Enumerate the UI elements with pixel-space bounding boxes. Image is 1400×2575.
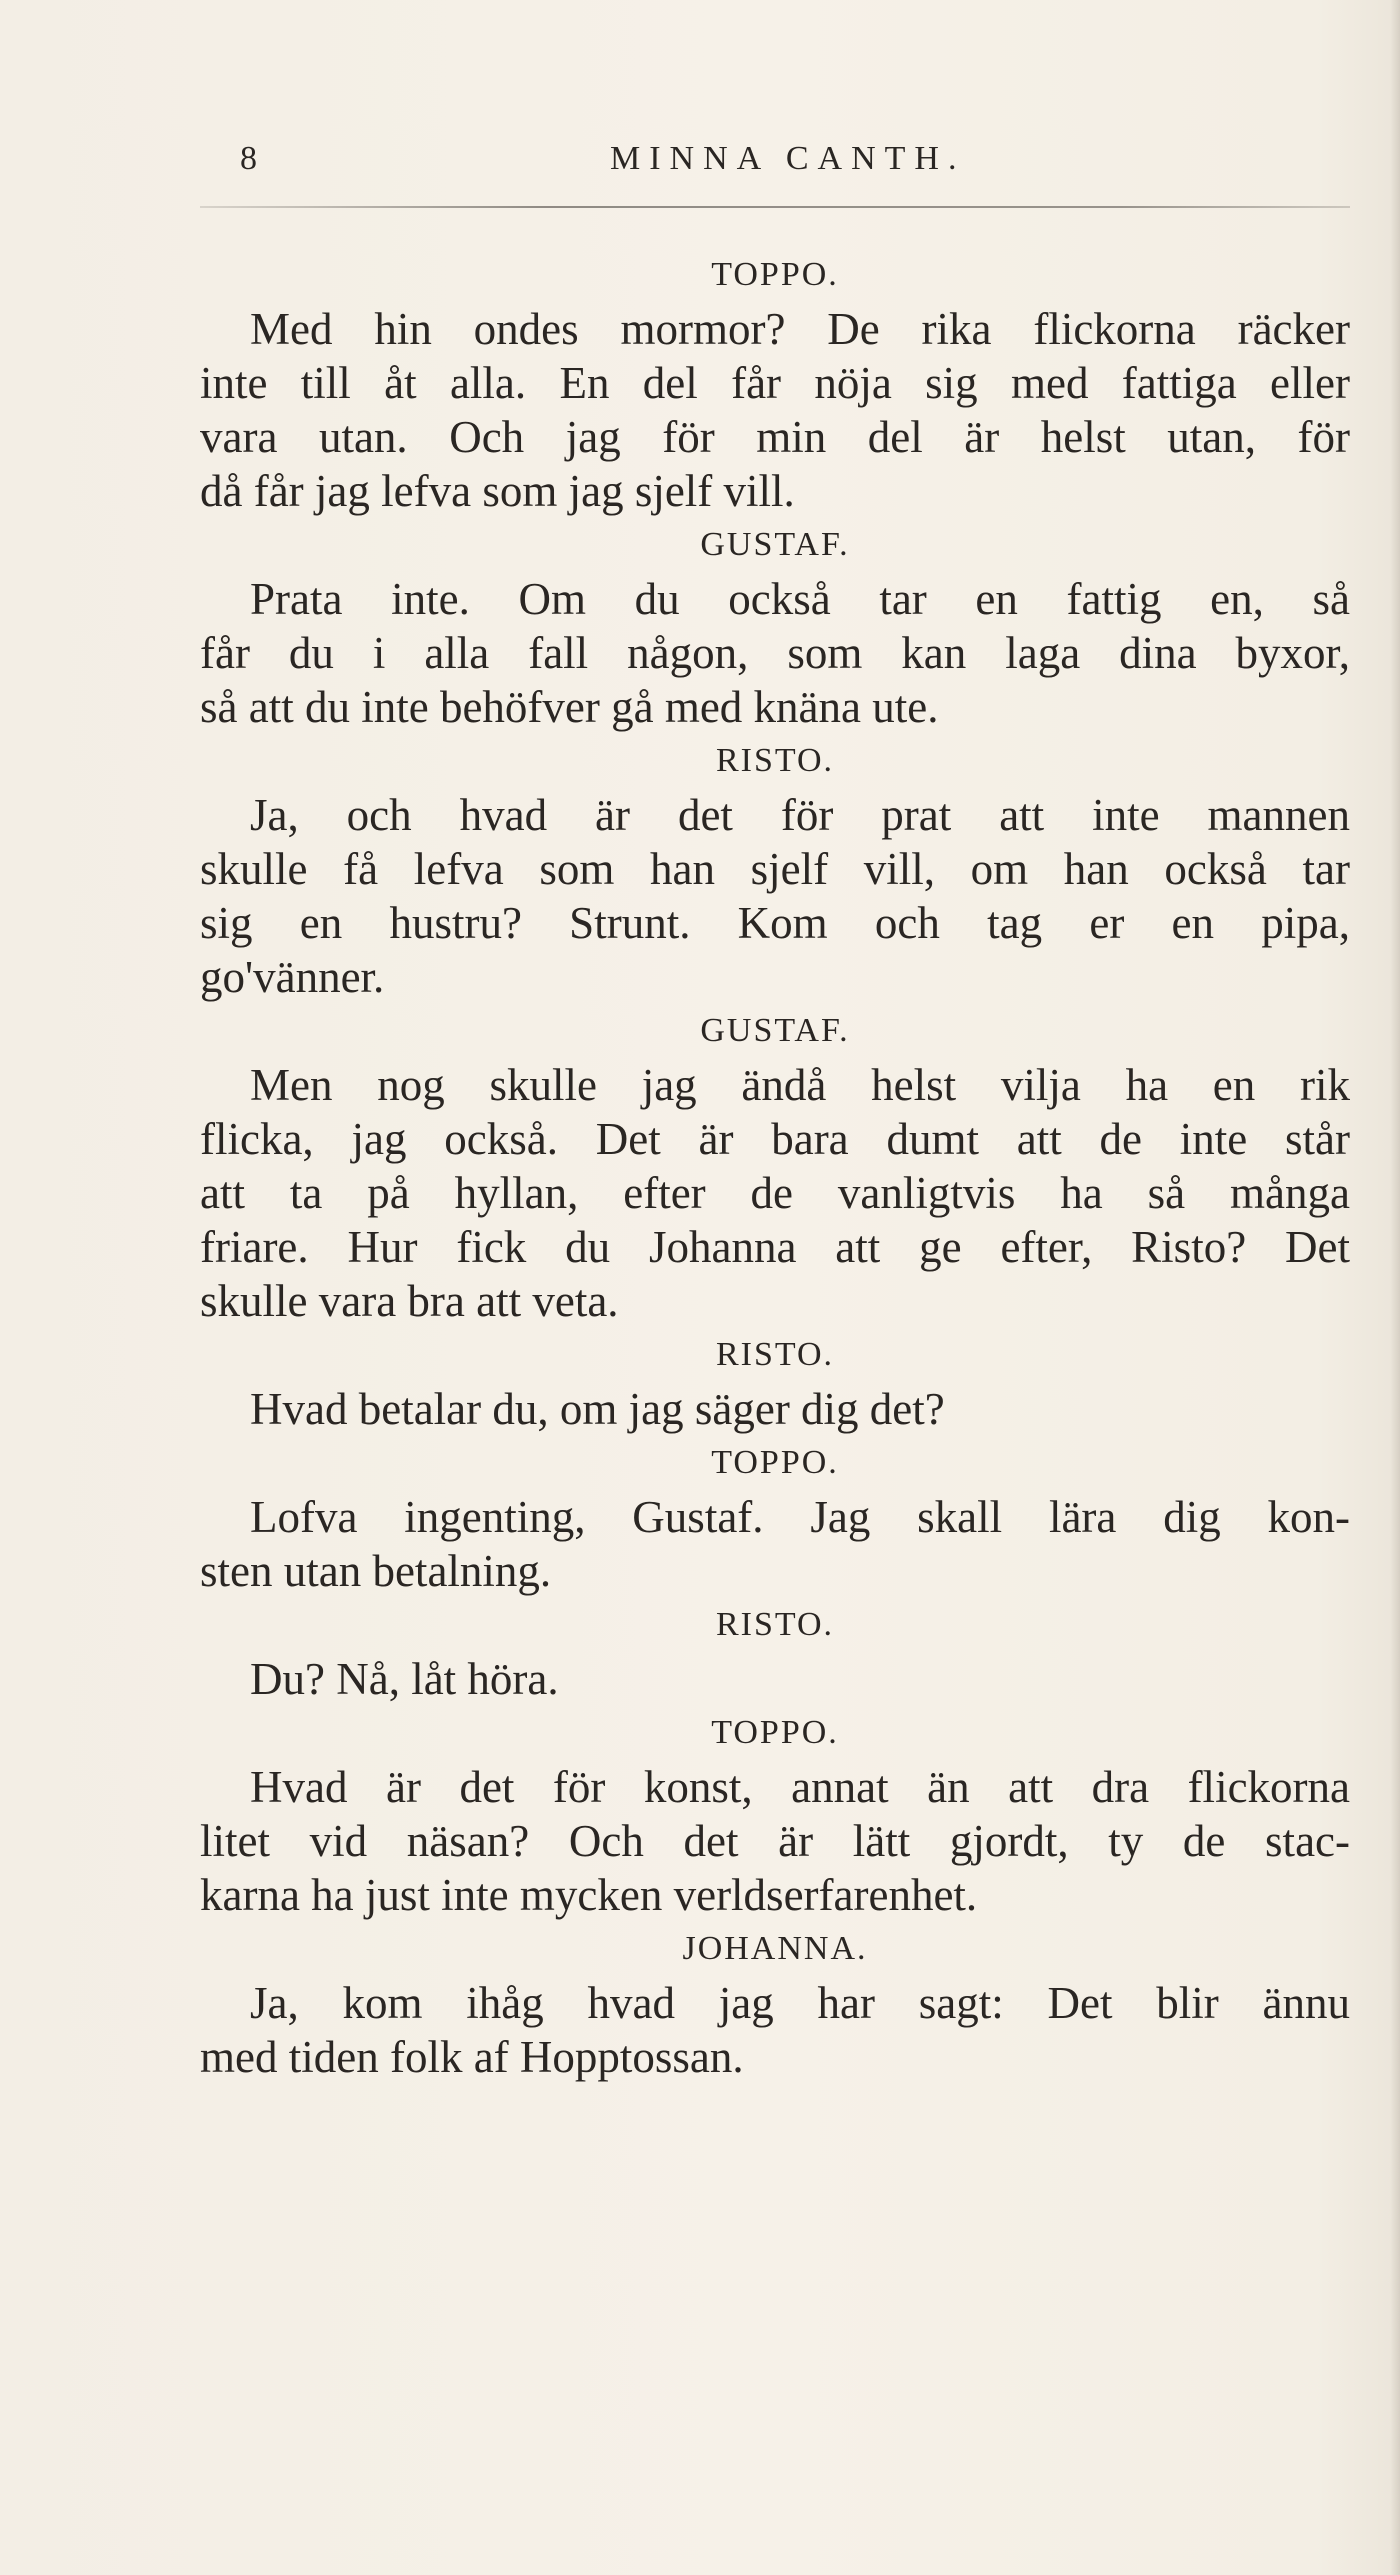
page-number: 8 [240,140,258,177]
speaker-name: GUSTAF. [700,1012,850,1049]
speaker-name: TOPPO. [711,1714,839,1751]
page-edge-shadow [1390,0,1400,2575]
header-rule [200,206,1350,208]
dialogue-line: Hvad betalar du, om jag säger dig det? [250,1384,945,1434]
dialogue-line: Med hin ondes mormor? De rika flickorna räcker [250,304,1350,354]
speaker-name: GUSTAF. [700,526,850,563]
play-text [200,248,1350,2084]
dialogue-line: vara utan. Och jag för min del är helst utan, för [200,412,1350,462]
speaker-name: RISTO. [715,742,835,779]
dialogue-line: att ta på hyllan, efter de vanligtvis ha så många [200,1168,1350,1218]
dialogue-line: Ja, kom ihåg hvad jag har sagt: Det blir ännu [250,1978,1350,2028]
dialogue-line: får du i alla fall någon, som kan laga dina byxor, [200,628,1350,678]
speaker-name: JOHANNA. [682,1930,868,1967]
dialogue-line: sten utan betalning. [200,1546,552,1596]
dialogue-line: Du? Nå, låt höra. [250,1654,559,1704]
running-head: MINNA CANTH. [610,140,966,177]
dialogue-line: go'vänner. [200,952,385,1002]
dialogue-line: Men nog skulle jag ändå helst vilja ha en rik [250,1060,1350,1110]
dialogue-line: Ja, och hvad är det för prat att inte mannen [250,790,1350,840]
dialogue-line: flicka, jag också. Det är bara dumt att de inte står [200,1114,1350,1164]
dialogue-line: skulle vara bra att veta. [200,1276,619,1326]
speaker-name: RISTO. [715,1606,835,1643]
dialogue-line: litet vid näsan? Och det är lätt gjordt, ty de stac- [200,1816,1350,1866]
dialogue-line: skulle få lefva som han sjelf vill, om han också tar [200,844,1350,894]
speaker-name: RISTO. [715,1336,835,1373]
dialogue-line: med tiden folk af Hopptossan. [200,2032,744,2082]
dialogue-line: karna ha just inte mycken verldserfarenhet. [200,1870,978,1920]
dialogue-line: friare. Hur fick du Johanna att ge efter, Risto? Det [200,1222,1350,1272]
dialogue-line: så att du inte behöfver gå med knäna ute. [200,682,939,732]
dialogue-line: Prata inte. Om du också tar en fattig en, så [250,574,1350,624]
dialogue-line: sig en hustru? Strunt. Kom och tag er en pipa, [200,898,1350,948]
page-header [0,140,1400,200]
dialogue-line: Lofva ingenting, Gustaf. Jag skall lära dig kon- [250,1492,1350,1542]
dialogue-line: inte till åt alla. En del får nöja sig med fattiga eller [200,358,1350,408]
dialogue-line: då får jag lefva som jag sjelf vill. [200,466,795,516]
dialogue-line: Hvad är det för konst, annat än att dra flickorna [250,1762,1350,1812]
speaker-name: TOPPO. [711,256,839,293]
speaker-name: TOPPO. [711,1444,839,1481]
